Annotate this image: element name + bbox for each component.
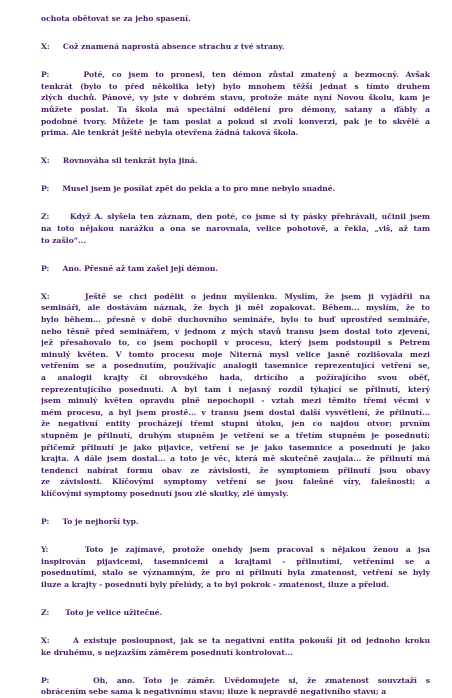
text-line: prima. Ale tenkrát ještě nebyla otevřena žádná taková škola. — [41, 128, 299, 138]
text-line: jež přesahovalo to, co jsem pochopil v procesu, který jsem podstoupil s Petrem — [41, 338, 430, 348]
text-line: můžete poslat. Ta škola má speciální oddělení pro démony, satany a ďábly a — [41, 104, 430, 114]
text-line: mém procesu, a byl jsem prostě... v transu jsem dostal další vysvětlení, že přilnutí... — [41, 407, 430, 417]
text-line: minulý květen. V tomto procesu moje Niterná mysl velice jasně rozlišovala mezi — [41, 349, 430, 359]
text-line: to zašlo“... — [41, 235, 86, 245]
paragraph — [41, 41, 430, 53]
text-line: tendenci nabírat formu obav ze závislosti, že symptomem přilnutí jsou obavy — [41, 465, 430, 475]
text-line: obrácením sebe sama k negativnímu stavu; iluze k nepravdě negativního stavu; a — [41, 687, 387, 697]
text-line: P: To je nejhorší typ. — [41, 517, 139, 526]
text-line: iluze a krajty - posednutí byly přelúdy, a to byl pokrok - zmatenost, iluze a přelud. — [41, 579, 390, 589]
text-line: Z: Když A. slyšela ten záznam, den poté, co jsme si ty pásky přehrávali, učinil jsem — [41, 212, 430, 222]
text-line: Z: Toto je velice užitečné. — [41, 607, 163, 617]
text-line: P: Musel jsem je posílat zpět do pekla a to pro mne nebylo snadné. — [41, 184, 336, 194]
text-line: ze závislosti. Klíčovými symptomy vetření se jsou falešné víry, falešnosti; a — [41, 477, 430, 487]
text-line: krajta. A dále jsem dostal... a toto je věc, která mě skutečně zaujala... že přilnutí má — [41, 454, 430, 464]
paragraph — [41, 155, 430, 167]
text-line: ochota obětovat se za jeho spasení. — [41, 14, 191, 23]
paragraph — [41, 69, 430, 139]
paragraph — [41, 291, 430, 500]
text-line: přičemž přilnutí je jako pijavice, vetření se je jako tasemnice a posednutí je jako — [41, 442, 430, 452]
text-line: vetřením se a posednutím, používajíc analogii tasemnice reprezentující vetření se, — [41, 361, 430, 371]
text-line: tenkrát (bylo to před několika lety) bylo mnohem těžší jednat s tímto druhem — [41, 81, 430, 91]
paragraph — [41, 13, 430, 25]
text-line: ke druhému, s nejzazším záměrem posednutí kontrolovat... — [41, 647, 293, 657]
paragraph — [41, 675, 430, 698]
text-line: inspirován pijavicemi, tasemnicemi a krajtami - přilnutími, vetřeními se a — [41, 556, 430, 566]
paragraph — [41, 544, 430, 590]
text-line: X: Rovnováha sil tenkrát byla jiná. — [41, 156, 198, 166]
text-line: X: Ještě se chci podělit o jednu myšlenku. Myslím, že jsem ji vyjádřil na — [41, 291, 430, 301]
text-line: semináři, ale dostávám náznak, že bych ji měl zopakovat. Během... myslím, že to — [41, 303, 430, 313]
text-line: a analogii krajty či obrovského hada, drtícího a požírajícího svou oběť, — [41, 372, 430, 382]
text-line: P: Ano. Přesně až tam zašel její démon. — [41, 263, 219, 273]
paragraph — [41, 635, 430, 658]
text-line: že negativní entity procházejí třemi stupni útoku, jen co najdou otvor; prvním — [41, 419, 430, 429]
text-line: bylo během... přesně v době duchovního semináře, bylo to buď uprostřed semináře, — [41, 315, 430, 324]
paragraph — [41, 211, 430, 246]
paragraph — [41, 516, 430, 528]
text-line: klíčovými symptomy posednutí jsou zlé skutky, zlé úmysly. — [41, 488, 289, 498]
text-line: podobné tvory. Můžete je tam poslat a pokud si zvolí konverzi, pak je to skvělé a — [41, 116, 430, 126]
text-line: reprezentujícího posednutí. A byl tam i nejasný rozdíl týkající se přilnutí, který — [41, 384, 430, 394]
paragraph — [41, 183, 430, 195]
text-line: P: Oh, ano. Toto je záměr. Uvědomujete si, že zmatenost souvztaží s — [41, 675, 430, 685]
text-line: stupněm je přilnutí, druhým stupněm je vetření se a třetím stupněm je posednutí; — [41, 430, 430, 440]
paragraph — [41, 263, 430, 275]
text-line: posednutími, stalo se významným, že pro ni přilnutí byla zmatenost, vetření se byly — [41, 568, 430, 578]
paragraph — [41, 607, 430, 619]
text-line: zlých duchů. Pánové, vy jste v dobrém stavu, protože máte nyní Novou školu, kam je — [41, 93, 430, 103]
text-line: X: A existuje posloupnost, jak se ta negativní entita pokouší jít od jednoho kroku — [41, 636, 430, 646]
text-line: na toto nějakou narážku a ona se narovnala, velice pohotově, a řekla, „viš, až tam — [41, 224, 430, 234]
text-line: Y: Toto je zajímavé, protože onehdy jsem pracoval s nějakou ženou a jsa — [41, 545, 430, 555]
text-line: jsem minulý květen opravdu plně nepochopil - vztah mezi těmito třemi věcmi v — [41, 396, 430, 406]
text-line: X: Což znamená naprostá absence strachu z tvé strany. — [41, 42, 285, 52]
text-line: P: Poté, co jsem to pronesl, ten démon zůstal zmatený a bezmocný. Avšak — [41, 70, 430, 80]
text-line: nebo těsně před seminářem, v jednom z mých stavů transu jsem dostal toto zjevení, — [41, 326, 430, 336]
